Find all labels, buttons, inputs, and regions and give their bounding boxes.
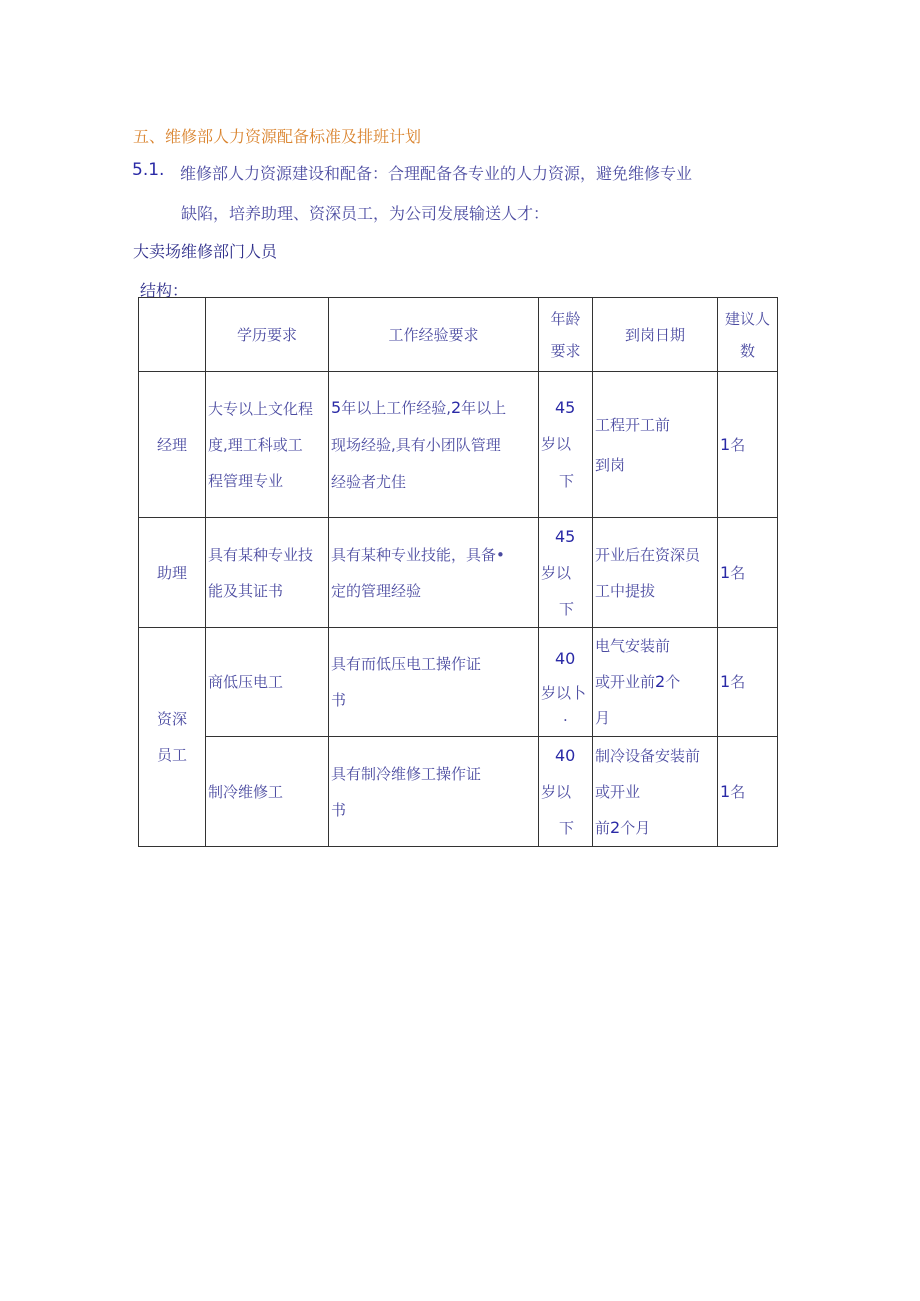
electrician-education: 商低压电工 [206, 628, 329, 737]
refrigeration-date-num: 2 [610, 817, 621, 837]
electrician-age-line3: . [563, 707, 568, 725]
electrician-experience-line1: 具有而低压电工操作证 [331, 655, 482, 673]
manager-experience-line2: 现场经验,具有小团队管理 [331, 435, 501, 454]
manager-age-line3: 下 [559, 472, 575, 490]
manager-years-num: 5 [331, 397, 342, 417]
electrician-age [539, 628, 593, 737]
role-senior [139, 628, 206, 847]
table-row-assistant [139, 518, 778, 628]
refrigeration-date [593, 737, 718, 847]
assistant-count-num: 1 [720, 562, 731, 582]
refrigeration-experience [329, 737, 539, 847]
manager-experience-text1b: 年以上 [461, 398, 507, 417]
electrician-date-num: 2 [655, 672, 666, 691]
refrigeration-experience-line1: 具有制冷维修工操作证 [331, 764, 482, 783]
manager-date [593, 372, 718, 518]
refrigeration-date-line3b: 个月 [620, 818, 651, 837]
electrician-experience [329, 628, 539, 737]
refrigeration-date-line2: 或开业 [595, 782, 641, 801]
electrician-age-num: 40 [555, 649, 576, 668]
table-row-refrigeration [139, 737, 778, 847]
role-manager: 经理 [139, 372, 206, 518]
electrician-count-num: 1 [720, 672, 731, 691]
electrician-date-line2b: 个 [665, 673, 681, 691]
refrigeration-count-num: 1 [720, 781, 731, 801]
refrigeration-count [718, 737, 778, 847]
manager-education-line2: 度,理工科或工 [208, 435, 303, 454]
manager-count-unit: 名 [730, 435, 746, 454]
header-age [539, 298, 593, 372]
refrigeration-age-line2: 岁以 [541, 782, 572, 801]
refrigeration-age-line3: 下 [559, 818, 575, 837]
manager-experience [329, 372, 539, 518]
manager-experience-line1 [331, 389, 536, 427]
header-age-line1: 年龄 [550, 309, 581, 328]
manager-age-line2: 岁以 [541, 435, 572, 453]
assistant-experience [329, 518, 539, 628]
assistant-experience-line2: 定的管理经验 [331, 581, 422, 600]
page-heading: 五、维修部人力资源配备标准及排班计划 [133, 127, 422, 146]
manager-years-num2: 2 [450, 397, 462, 417]
role-senior-line1: 资深 [156, 710, 187, 728]
assistant-age-line3: 下 [559, 599, 575, 618]
subheading-line2: 结构： [140, 281, 189, 300]
role-assistant: 助理 [139, 518, 206, 628]
header-count-line2: 数 [739, 341, 755, 360]
refrigeration-date-line3 [595, 810, 715, 846]
manager-education [206, 372, 329, 518]
header-count-line1: 建议人 [724, 309, 770, 328]
section-number: 5.1. [132, 160, 165, 180]
electrician-date-line2 [595, 664, 715, 700]
manager-count-num: 1 [720, 434, 731, 454]
assistant-date-line2: 工中提拔 [595, 581, 656, 600]
assistant-age [539, 518, 593, 628]
role-senior-line2: 员工 [156, 746, 187, 764]
manager-education-line1: 大专以上文化程 [208, 399, 314, 418]
electrician-date [593, 628, 718, 737]
assistant-date [593, 518, 718, 628]
refrigeration-age-num: 40 [555, 745, 576, 765]
section-text-line2: 缺陷，培养助理、资深员工，为公司发展输送人才： [181, 204, 550, 223]
header-education: 学历要求 [206, 298, 329, 372]
electrician-date-line3: 月 [595, 709, 611, 727]
table-row-manager [139, 372, 778, 518]
electrician-experience-line2: 书 [331, 691, 347, 709]
manager-age [539, 372, 593, 518]
electrician-count-unit: 名 [730, 673, 746, 691]
refrigeration-date-line1: 制冷设备安装前 [595, 746, 701, 765]
subheading-line1: 大卖场维修部门人员 [133, 242, 278, 261]
header-experience: 工作经验要求 [329, 298, 539, 372]
manager-age-num: 45 [555, 398, 576, 417]
electrician-date-line1: 电气安装前 [595, 637, 671, 655]
header-age-line2: 要求 [550, 341, 581, 360]
refrigeration-age [539, 737, 593, 847]
refrigeration-experience-line2: 书 [331, 800, 347, 819]
electrician-count [718, 628, 778, 737]
header-date: 到岗日期 [593, 298, 718, 372]
electrician-date-line2a: 或开业前 [595, 673, 656, 691]
manager-experience-text1: 年以上工作经验, [341, 398, 451, 417]
header-count [718, 298, 778, 372]
assistant-count-unit: 名 [730, 563, 746, 582]
assistant-education-line1: 具有某种专业技 [208, 545, 314, 564]
staffing-table [138, 297, 778, 847]
manager-date-line1: 工程开工前 [595, 415, 671, 434]
refrigeration-date-line3a: 前 [595, 818, 611, 837]
electrician-age-line2: 岁以卜 [541, 684, 587, 702]
manager-date-line2: 到岗 [595, 455, 626, 474]
assistant-age-num: 45 [555, 526, 576, 546]
section-text-line1: 维修部人力资源建设和配备：合理配备各专业的人力资源，避免维修专业 [180, 164, 693, 183]
assistant-count [718, 518, 778, 628]
manager-experience-line3: 经验者尤佳 [331, 472, 407, 491]
assistant-age-line2: 岁以 [541, 563, 572, 582]
assistant-experience-line1: 具有某种专业技能，具备• [331, 545, 505, 564]
header-blank [139, 298, 206, 372]
assistant-education [206, 518, 329, 628]
refrigeration-count-unit: 名 [730, 782, 746, 801]
table-header-row [139, 298, 778, 372]
assistant-date-line1: 开业后在资深员 [595, 545, 701, 564]
assistant-education-line2: 能及其证书 [208, 581, 284, 600]
manager-count [718, 372, 778, 518]
table-row-electrician [139, 628, 778, 737]
refrigeration-education: 制冷维修工 [206, 737, 329, 847]
manager-education-line3: 程管理专业 [208, 471, 284, 490]
